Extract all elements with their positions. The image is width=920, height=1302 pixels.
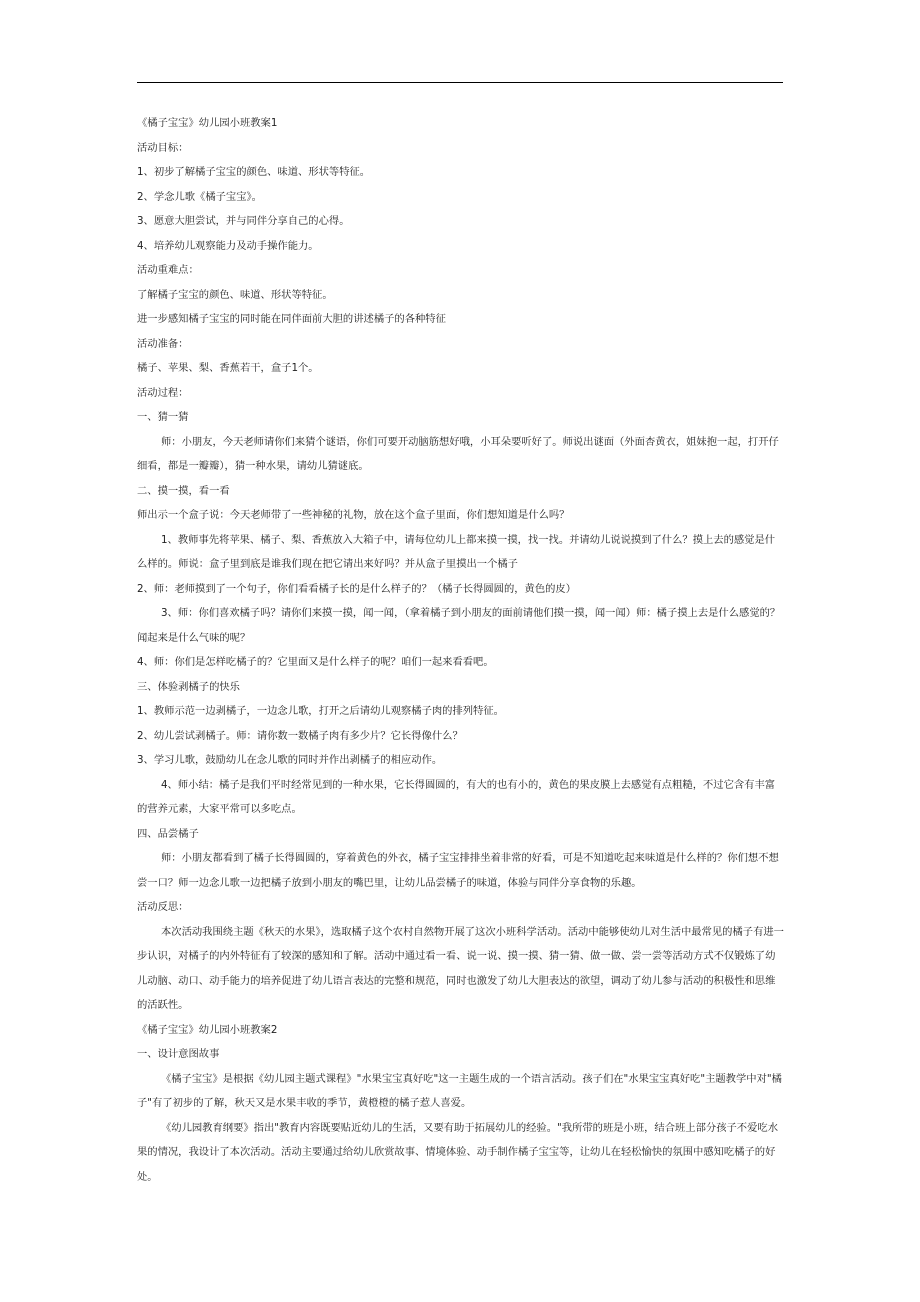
paragraph: 4、培养幼儿观察能力及动手操作能力。 <box>137 239 319 252</box>
section-heading: 活动重难点： <box>137 264 199 276</box>
lesson-1-title: 《橘子宝宝》幼儿园小班教案1 <box>137 117 278 129</box>
paragraph: 本次活动我围绕主题《秋天的水果》，选取橘子这个农村自然物开展了这次小班科学活动。活动中能够使幼儿对生活中最常见的橘子有进一步认识，对橘子的内外特征有了较深的感知和了解。活动中通过看一看、说一说、摸一摸、猜一猜、做一做、尝一尝等活动方式不仅锻炼了幼儿动脑、动口、动手能力的培养促进了幼儿语言表达的完整和规范，同时也激发了幼儿大胆表达的欲望，调动了幼儿参与活动的积极性和思维的活跃性。 <box>137 925 784 1011</box>
paragraph: 《幼儿园教育纲要》指出"教育内容既要贴近幼儿的生活，又要有助于拓展幼儿的经验。"我所带的班是小班，结合班上部分孩子不爱吃水果的情况，我设计了本次活动。活动主要通过给幼儿欣赏故事、情境体验、动手制作橘子宝宝等，让幼儿在轻松愉快的氛围中感知吃橘子的好处。 <box>137 1121 778 1183</box>
paragraph: 3、学习儿歌，鼓励幼儿在念儿歌的同时并作出剥橘子的相应动作。 <box>137 754 443 766</box>
paragraph: 4、师小结：橘子是我们平时经常见到的一种水果，它长得圆圆的，有大的也有小的，黄色的果皮膜上去感觉有点粗糙，不过它含有丰富的营养元素，大家平常可以多吃点。 <box>137 778 776 815</box>
document-body <box>137 111 785 1189</box>
paragraph: 1、教师事先将苹果、橘子、梨、香蕉放入大箱子中，请每位幼儿上都来摸一摸，找一找。并请幼儿说说摸到了什么？摸上去的感觉是什么样的。师说：盒子里到底是谁我们现在把它请出来好吗？并从盒子里摸出一个橘子 <box>137 533 776 570</box>
section-heading: 活动目标： <box>137 141 189 154</box>
paragraph: 师：小朋友都看到了橘子长得圆圆的，穿着黄色的外衣，橘子宝宝排排坐着非常的好看，可是不知道吃起来味道是什么样的？你们想不想尝一口？师一边念儿歌一边把橘子放到小朋友的嘴巴里，让幼儿品尝橘子的味道，体验与同伴分享食物的乐趣。 <box>137 852 779 889</box>
section-heading: 活动准备： <box>137 337 189 350</box>
paragraph: 师出示一个盒子说：今天老师带了一些神秘的礼物，放在这个盒子里面，你们想知道是什么吗？ <box>137 509 570 521</box>
header-rule <box>137 82 783 83</box>
paragraph: 3、愿意大胆尝试，并与同伴分享自己的心得。 <box>137 215 350 227</box>
section-heading: 四、品尝橘子 <box>137 827 199 840</box>
section-heading: 二、摸一摸，看一看 <box>137 484 230 497</box>
paragraph: 《橘子宝宝》是根据《幼儿园主题式课程》"水果宝宝真好吃"这一主题生成的一个语言活动。孩子们在"水果宝宝真好吃"主题教学中对"橘子"有了初步的了解，秋天又是水果丰收的季节，黄橙橙的橘子惹人喜爱。 <box>137 1072 782 1109</box>
section-heading: 活动反思： <box>137 901 189 913</box>
paragraph: 1、教师示范一边剥橘子，一边念儿歌，打开之后请幼儿观察橘子肉的排列特征。 <box>137 705 504 717</box>
paragraph: 进一步感知橘子宝宝的同时能在同伴面前大胆的讲述橘子的各种特征 <box>137 313 446 325</box>
paragraph: 师：小朋友，今天老师请你们来猜个谜语，你们可要开动脑筋想好哦，小耳朵要听好了。师说出谜面（外面杏黄衣，姐妹抱一起，打开仔细看，都是一瓣瓣），猜一种水果，请幼儿猜谜底。 <box>137 435 779 472</box>
paragraph: 2、学念儿歌《橘子宝宝》。 <box>137 190 262 203</box>
paragraph: 1、初步了解橘子宝宝的颜色、味道、形状等特征。 <box>137 166 371 178</box>
paragraph: 了解橘子宝宝的颜色、味道、形状等特征。 <box>137 288 333 301</box>
section-heading: 活动过程： <box>137 386 189 399</box>
paragraph: 4、师：你们是怎样吃橘子的？它里面又是什么样子的呢？咱们一起来看看吧。 <box>137 656 494 668</box>
paragraph: 2、师：老师摸到了一个句子，你们看看橘子长的是什么样子的？（橘子长得圆圆的，黄色的皮） <box>137 582 577 595</box>
section-heading: 一、设计意图故事 <box>137 1048 220 1060</box>
paragraph: 3、师：你们喜欢橘子吗？请你们来摸一摸，闻一闻，（拿着橘子到小朋友的面前请他们摸一摸，闻一闻）师：橘子摸上去是什么感觉的？闻起来是什么气味的呢？ <box>137 607 781 644</box>
paragraph: 橘子、苹果、梨、香蕉若干，盒子1个。 <box>137 362 319 374</box>
section-heading: 一、猜一猜 <box>137 411 189 423</box>
section-heading: 三、体验剥橘子的快乐 <box>137 680 240 693</box>
paragraph: 2、幼儿尝试剥橘子。师：请你数一数橘子肉有多少片？它长得像什么？ <box>137 729 463 742</box>
lesson-2-title: 《橘子宝宝》幼儿园小班教案2 <box>137 1023 278 1036</box>
